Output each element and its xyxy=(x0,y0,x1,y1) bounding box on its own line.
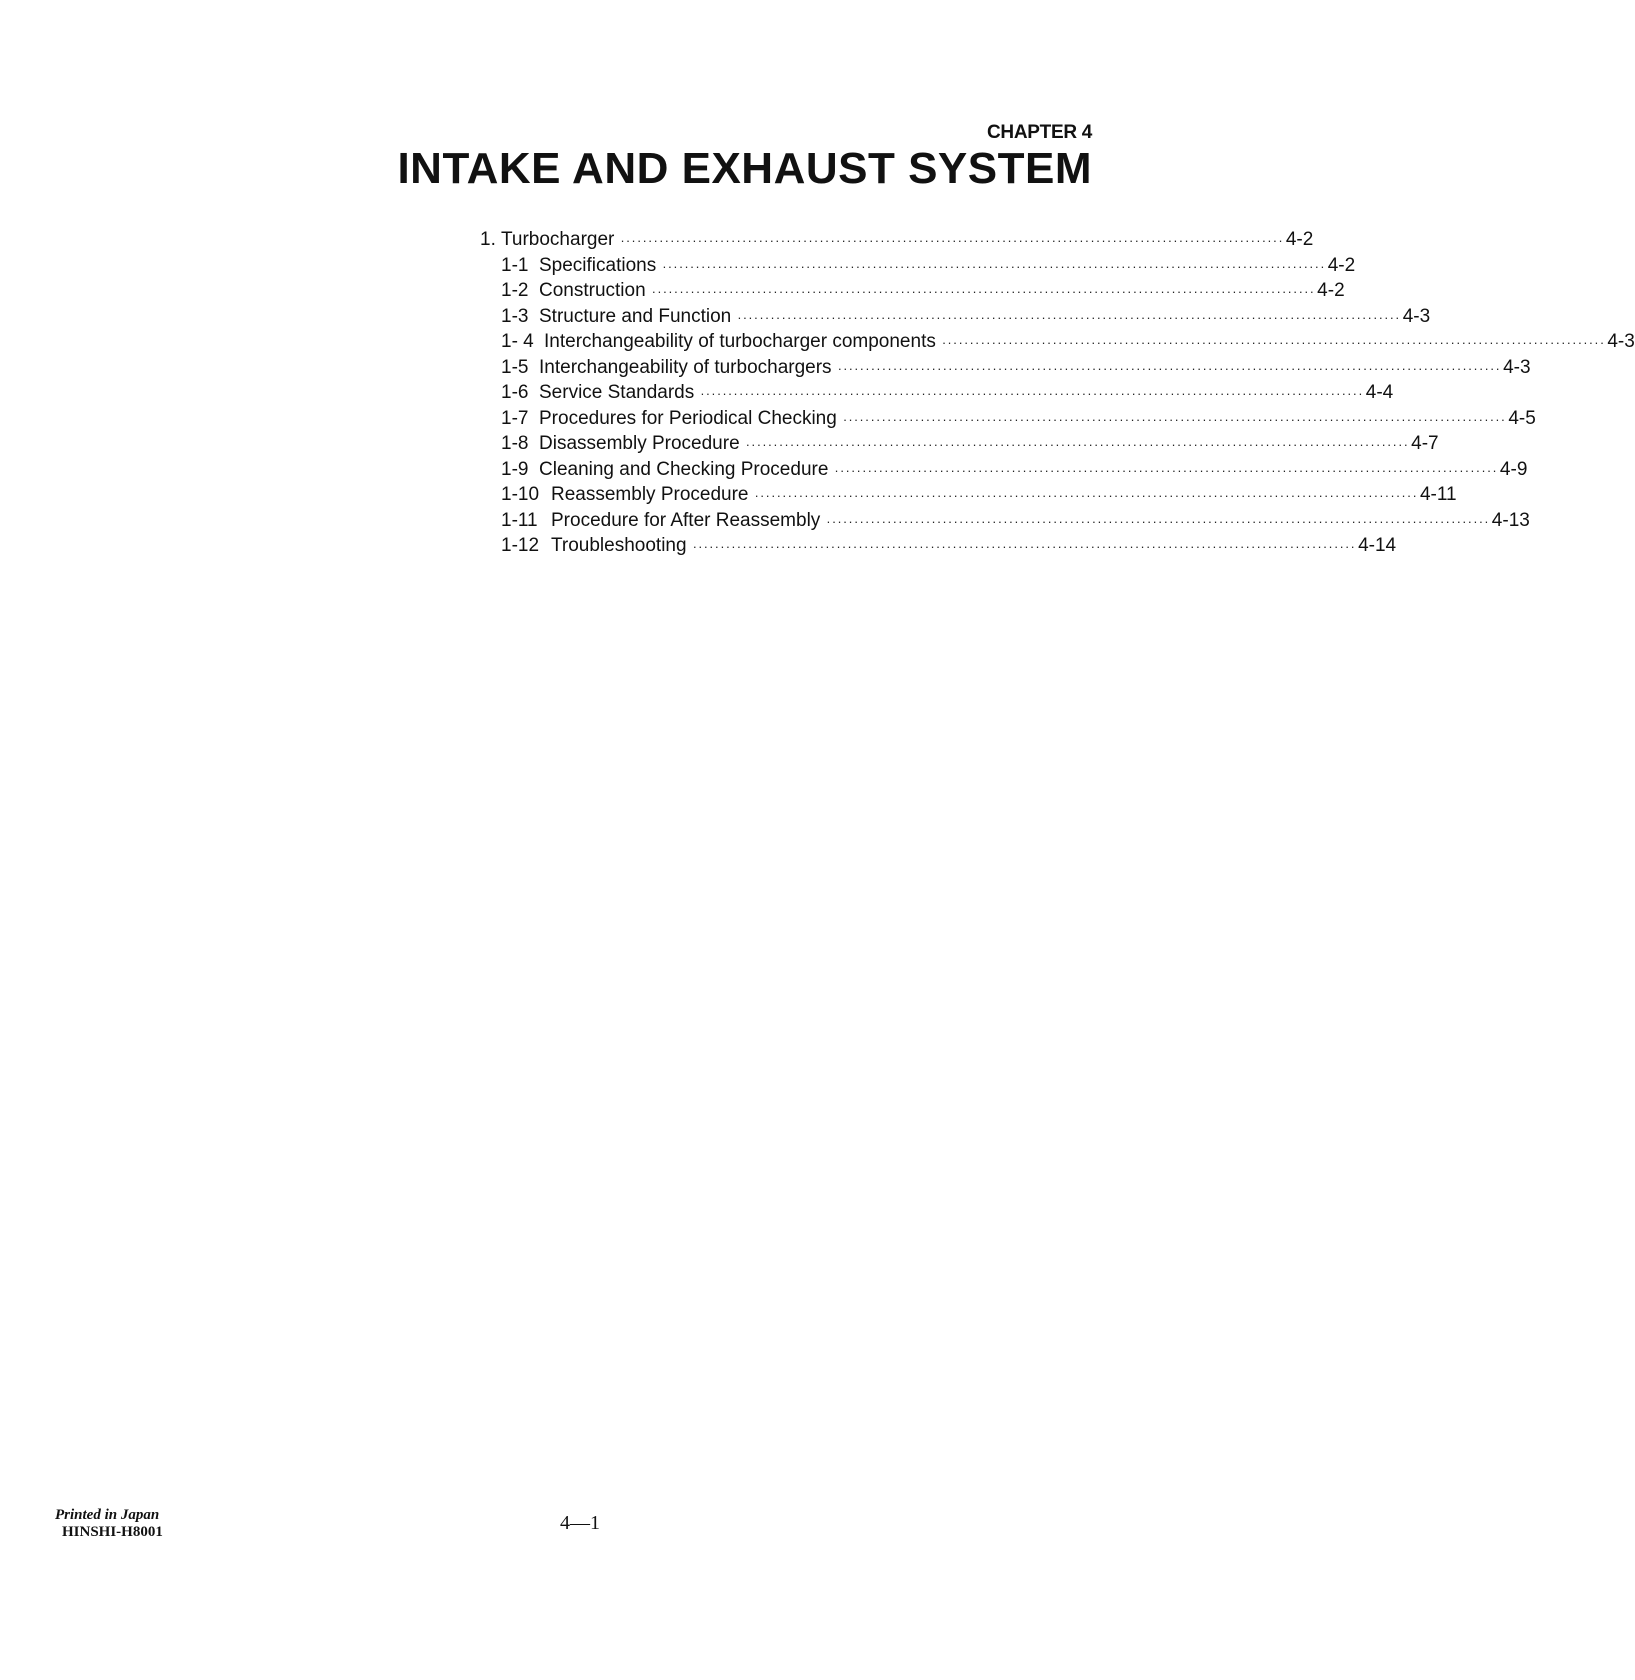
toc-leader-dots: ························································································································ xyxy=(651,284,1316,299)
toc-number: 1-7 xyxy=(501,407,529,429)
toc-title: Interchangeability of turbocharger components xyxy=(544,331,936,352)
toc-entry[interactable] xyxy=(480,484,1457,510)
toc-leader-dots: ························································································································ xyxy=(826,513,1490,529)
toc-page: 4-3 xyxy=(1607,331,1635,352)
table-of-contents xyxy=(480,229,1635,561)
toc-title: Service Standards xyxy=(539,382,695,403)
toc-page: 4-3 xyxy=(1402,305,1431,327)
toc-title: Procedure for After Reassembly xyxy=(551,509,821,531)
toc-leader-dots: ························································································································ xyxy=(834,462,1498,478)
toc-number: 1-9 xyxy=(501,458,529,480)
toc-title: Structure and Function xyxy=(539,305,732,327)
toc-page: 4-13 xyxy=(1491,509,1530,531)
printed-in-label: Printed in Japan xyxy=(55,1507,160,1523)
toc-entry[interactable] xyxy=(480,433,1439,459)
toc-page: 4-2 xyxy=(1327,254,1356,276)
toc-page: 4-2 xyxy=(1317,280,1345,301)
toc-entry[interactable] xyxy=(480,280,1345,306)
toc-page: 4-5 xyxy=(1508,407,1536,429)
toc-number: 1-11 xyxy=(501,509,538,531)
toc-entry[interactable] xyxy=(480,458,1528,485)
toc-page: 4-4 xyxy=(1365,382,1394,403)
toc-number: 1-1 xyxy=(501,254,529,276)
toc-entry[interactable] xyxy=(480,331,1635,357)
toc-page: 4-2 xyxy=(1285,229,1314,250)
toc-number: 1- 4 xyxy=(501,331,534,352)
toc-number: 1. xyxy=(480,229,496,250)
toc-title: Cleaning and Checking Procedure xyxy=(539,458,829,480)
toc-entry[interactable] xyxy=(480,356,1531,383)
toc-number: 1-2 xyxy=(501,280,529,301)
toc-leader-dots: ························································································································ xyxy=(737,309,1401,325)
chapter-title: INTAKE AND EXHAUST SYSTEM xyxy=(397,144,1092,193)
toc-entry[interactable] xyxy=(480,535,1397,561)
toc-title: Construction xyxy=(539,280,646,301)
toc-title: Specifications xyxy=(539,254,657,276)
toc-page: 4-14 xyxy=(1358,535,1397,556)
toc-title: Interchangeability of turbochargers xyxy=(539,356,832,378)
toc-entry[interactable] xyxy=(480,229,1314,255)
page-number: 4—1 xyxy=(560,1512,600,1534)
toc-leader-dots: ························································································································ xyxy=(745,437,1410,452)
toc-leader-dots: ························································································································ xyxy=(754,488,1418,503)
toc-entry[interactable] xyxy=(480,382,1394,408)
toc-entry[interactable] xyxy=(480,305,1431,332)
toc-leader-dots: ························································································································ xyxy=(662,258,1326,274)
toc-leader-dots: ························································································································ xyxy=(692,539,1357,554)
toc-title: Procedures for Periodical Checking xyxy=(539,407,837,429)
toc-title: Disassembly Procedure xyxy=(539,433,740,454)
toc-number: 1-6 xyxy=(501,382,529,403)
toc-number: 1-12 xyxy=(501,535,540,556)
document-code: HINSHI-H8001 xyxy=(62,1524,163,1540)
toc-number: 1-8 xyxy=(501,433,529,454)
toc-entry[interactable] xyxy=(480,407,1536,434)
toc-page: 4-3 xyxy=(1503,356,1531,378)
toc-number: 1-10 xyxy=(501,484,540,505)
toc-leader-dots: ························································································································ xyxy=(842,411,1507,427)
toc-leader-dots: ························································································································ xyxy=(620,233,1284,248)
toc-page: 4-11 xyxy=(1419,484,1457,505)
toc-entry[interactable] xyxy=(480,509,1530,536)
toc-number: 1-3 xyxy=(501,305,529,327)
toc-leader-dots: ························································································································ xyxy=(700,386,1364,401)
chapter-label: CHAPTER 4 xyxy=(987,122,1092,143)
toc-leader-dots: ························································································································ xyxy=(837,360,1502,376)
toc-page: 4-7 xyxy=(1411,433,1439,454)
toc-number: 1-5 xyxy=(501,356,529,378)
toc-entry[interactable] xyxy=(480,254,1356,281)
toc-title: Reassembly Procedure xyxy=(551,484,749,505)
toc-page: 4-9 xyxy=(1499,458,1528,480)
toc-leader-dots: ························································································································ xyxy=(941,335,1606,350)
toc-title: Turbocharger xyxy=(501,229,615,250)
toc-title: Troubleshooting xyxy=(551,535,687,556)
